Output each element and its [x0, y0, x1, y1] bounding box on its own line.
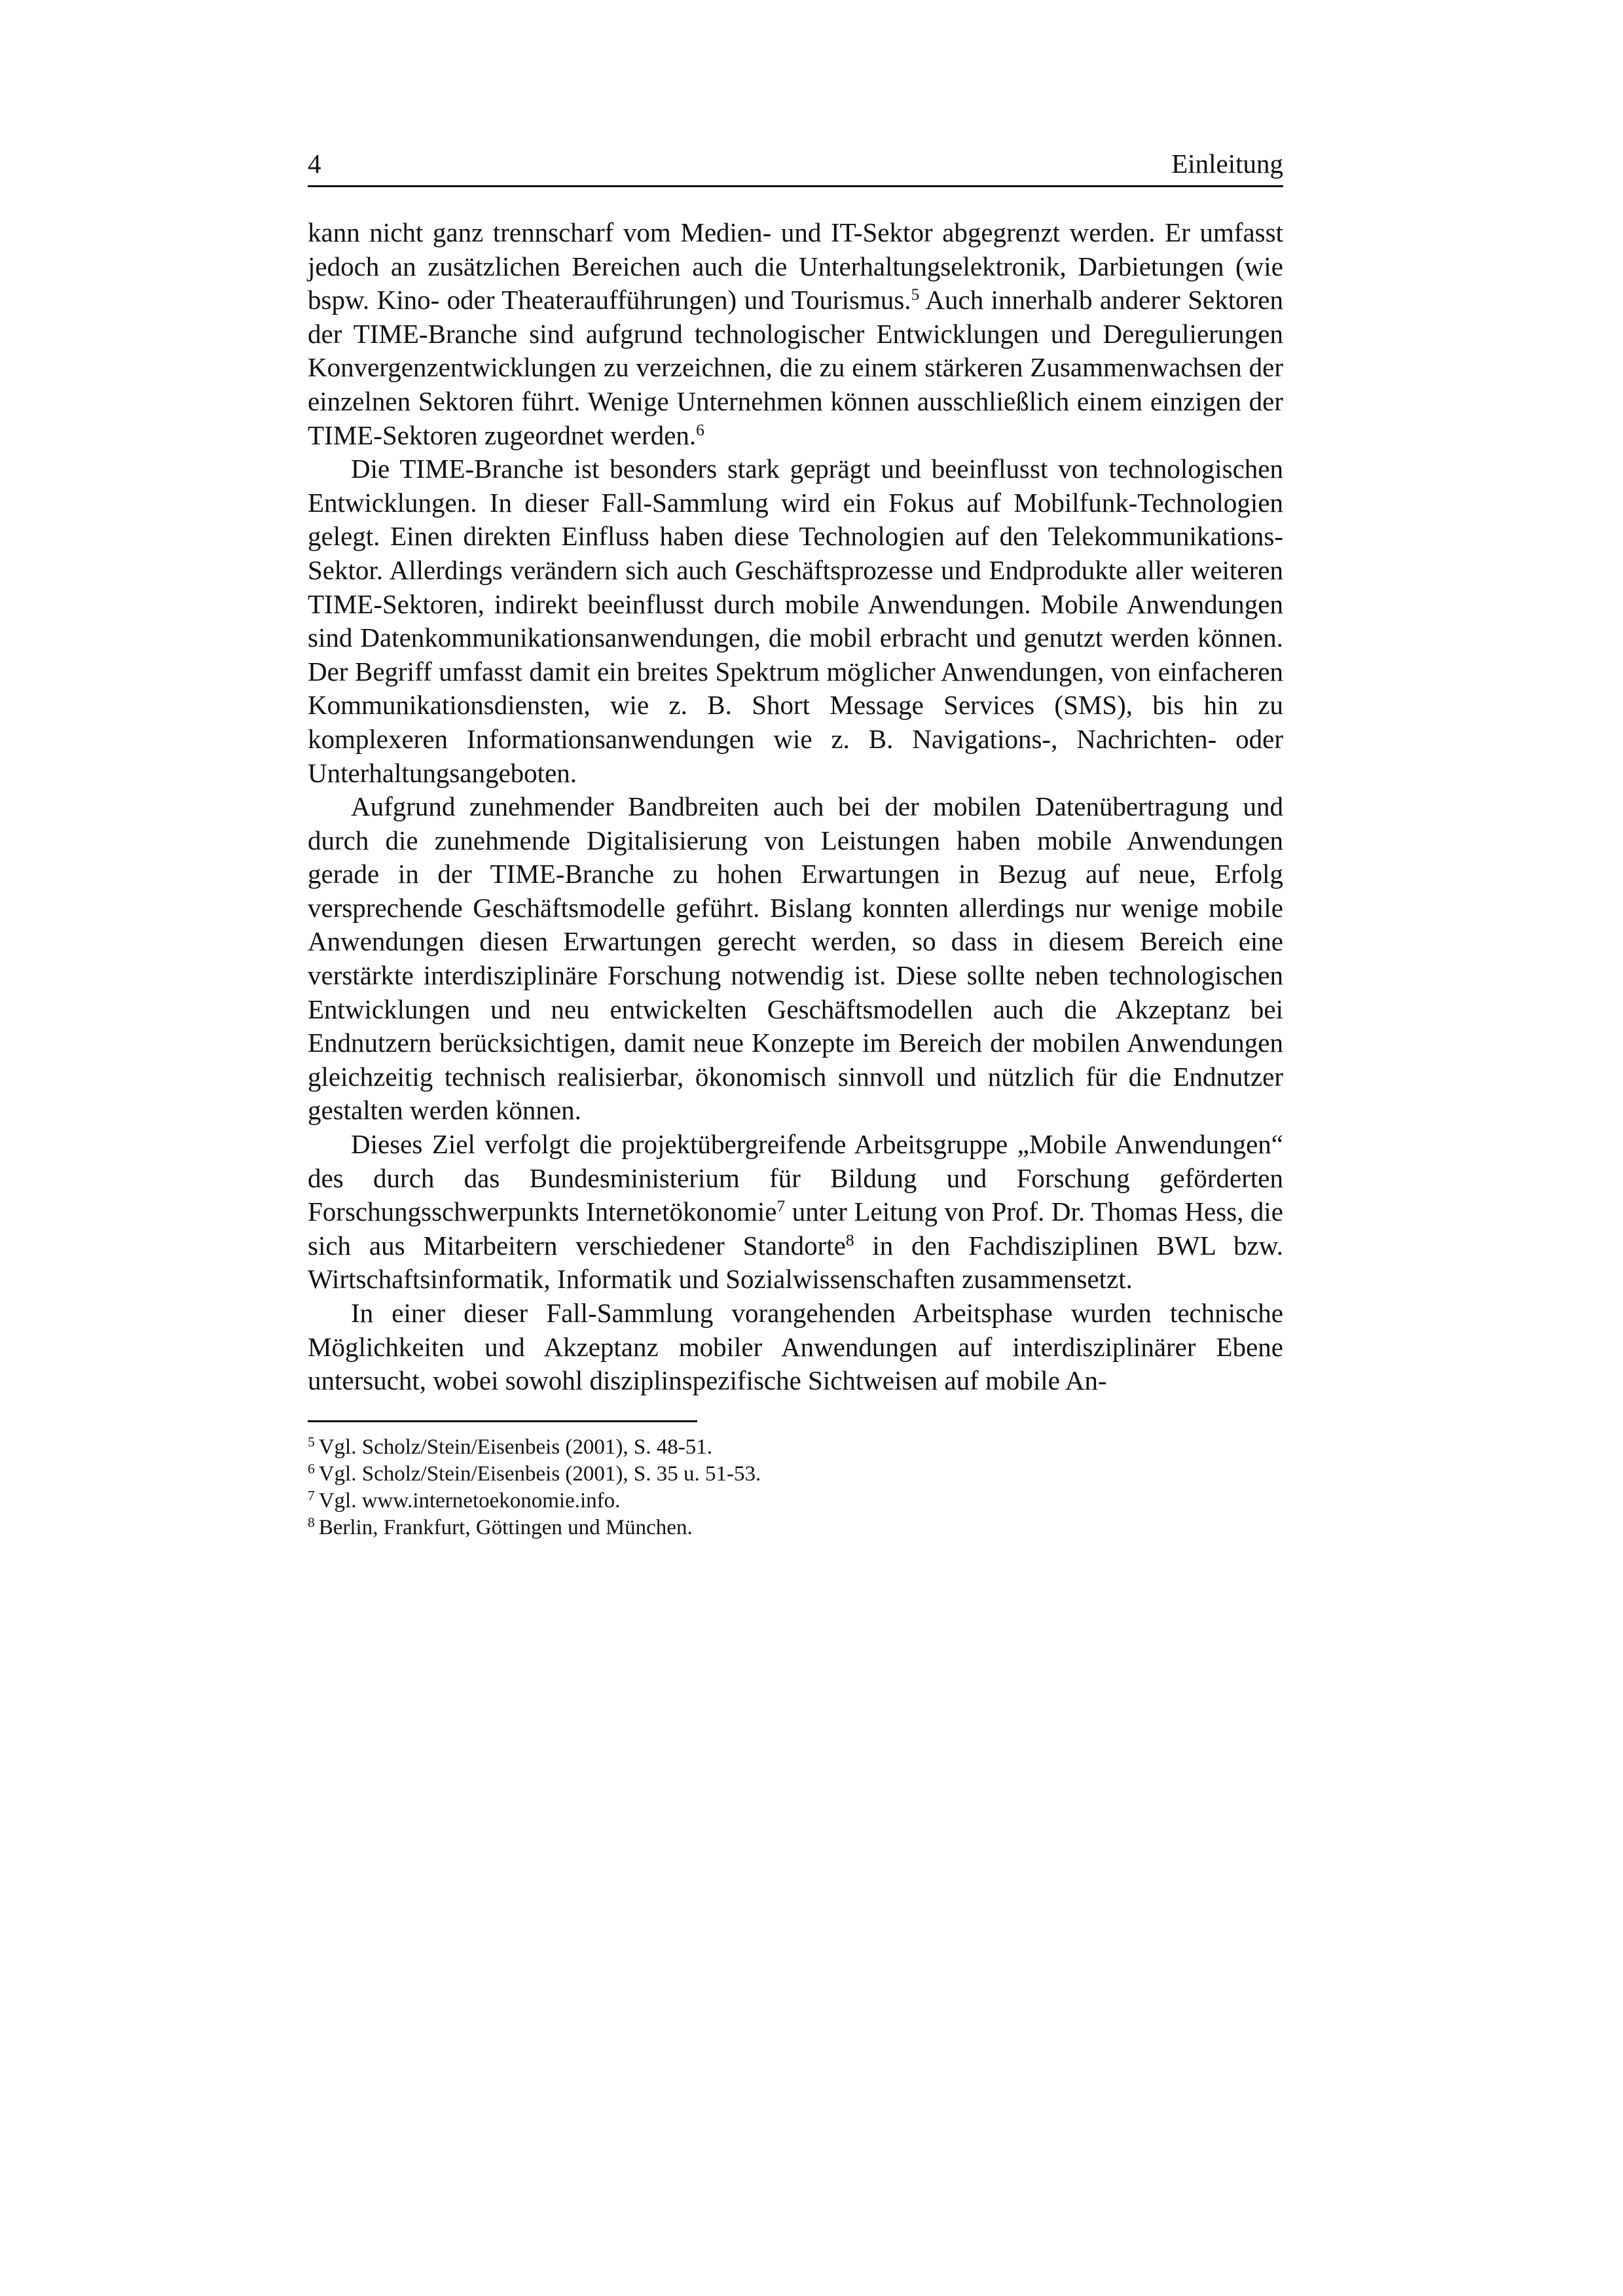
paragraph-text: unter Leitung von Prof. Dr. Thomas Hess, die sich aus Mitarbeitern verschiedener Standorte: [308, 1196, 1283, 1261]
running-title: Einleitung: [1171, 149, 1283, 179]
paragraph-4: [308, 1128, 1283, 1297]
footnote-reference: 8: [845, 1230, 854, 1249]
footnote-text: Vgl. Scholz/Stein/Eisenbeis (2001), S. 48-51.: [318, 1435, 713, 1459]
paragraph-text: Dieses Ziel verfolgt die projektübergreifende Arbeitsgruppe „Mobile Anwendungen“ des durch das Bundesministerium für Bildung und Forschung geförderten Forschungsschwerpunkts Internetökonomie: [308, 1129, 1283, 1227]
footnote-item: [308, 1434, 1283, 1461]
paragraph-1: [308, 216, 1283, 452]
footnotes: [308, 1434, 1283, 1541]
paragraph-text: kann nicht ganz trennscharf vom Medien- und IT-Sektor abgegrenzt werden. Er umfasst jedoch an zusätzlichen Bereichen auch die Unterhaltungselektronik, Darbietungen (wie bspw. Kino- oder Theateraufführungen) und Tourismus.: [308, 217, 1283, 315]
document-page: [308, 151, 1283, 1541]
footnote-item: [308, 1461, 1283, 1488]
footnote-text: Berlin, Frankfurt, Göttingen und München.: [318, 1515, 693, 1539]
footnote-number: 6: [308, 1461, 315, 1477]
footnote-number: 7: [308, 1488, 315, 1504]
paragraph-text: In einer dieser Fall-Sammlung vorangehenden Arbeitsphase wurden technische Möglichkeiten und Akzeptanz mobiler Anwendungen auf interdisziplinärer Ebene untersucht, wobei sowohl disziplinspezifische Sichtweisen auf mobile An-: [308, 1298, 1283, 1396]
running-head: [308, 151, 1283, 187]
footnote-reference: 5: [911, 285, 920, 304]
paragraph-text: Auch innerhalb anderer Sektoren der TIME-Branche sind aufgrund technologischer Entwicklungen und Deregulierungen Konvergenzentwicklungen zu verzeichnen, die zu einem stärkeren Zusammenwachsen der einzelnen Sektoren führt. Wenige Unternehmen können ausschließlich einem einzigen der TIME-Sektoren zugeordnet werden.: [308, 285, 1283, 450]
footnote-text: Vgl. Scholz/Stein/Eisenbeis (2001), S. 35 u. 51-53.: [318, 1462, 761, 1486]
paragraph-2: [308, 452, 1283, 790]
footnote-number: 8: [308, 1515, 315, 1531]
paragraph-3: [308, 790, 1283, 1128]
footnote-number: 5: [308, 1434, 315, 1450]
paragraph-text: Aufgrund zunehmender Bandbreiten auch bei der mobilen Datenübertragung und durch die zunehmende Digitalisierung von Leistungen haben mobile Anwendungen gerade in der TIME-Branche zu hohen Erwartungen in Bezug auf neue, Erfolg versprechende Geschäftsmodelle geführt. Bislang konnten allerdings nur wenige mobile Anwendungen diesen Erwartungen gerecht werden, so dass in diesem Bereich eine verstärkte interdisziplinäre Forschung notwendig ist. Diese sollte neben technologischen Entwicklungen und neu entwickelten Geschäftsmodellen auch die Akzeptanz bei Endnutzern berücksichtigen, damit neue Konzepte im Bereich der mobilen Anwendungen gleichzeitig technisch realisierbar, ökonomisch sinnvoll und nützlich für die Endnutzer gestalten werden können.: [308, 791, 1283, 1126]
footnote-separator: [308, 1420, 697, 1422]
body-text: [308, 216, 1283, 1398]
footnote-reference: 6: [696, 420, 704, 439]
page-number: 4: [308, 149, 321, 179]
paragraph-text: in den Fachdisziplinen BWL bzw. Wirtschaftsinformatik, Informatik und Sozialwissenschaften zusammensetzt.: [308, 1230, 1283, 1295]
footnote-reference: 7: [776, 1197, 786, 1216]
paragraph-5: [308, 1297, 1283, 1398]
footnote-text: Vgl. www.internetoekonomie.info.: [318, 1488, 621, 1513]
footnote-item: [308, 1515, 1283, 1541]
footnote-item: [308, 1488, 1283, 1515]
paragraph-text: Die TIME-Branche ist besonders stark geprägt und beeinflusst von technologischen Entwicklungen. In dieser Fall-Sammlung wird ein Fokus auf Mobilfunk-Technologien gelegt. Einen direkten Einfluss haben diese Technologien auf den Telekommunikations-Sektor. Allerdings verändern sich auch Geschäftsprozesse und Endprodukte aller weiteren TIME-Sektoren, indirekt beeinflusst durch mobile Anwendungen. Mobile Anwendungen sind Datenkommunikationsanwendungen, die mobil erbracht und genutzt werden können. Der Begriff umfasst damit ein breites Spektrum möglicher Anwendungen, von einfacheren Kommunikationsdiensten, wie z. B. Short Message Services (SMS), bis hin zu komplexeren Informationsanwendungen wie z. B. Navigations-, Nachrichten- oder Unterhaltungsangeboten.: [308, 454, 1283, 788]
